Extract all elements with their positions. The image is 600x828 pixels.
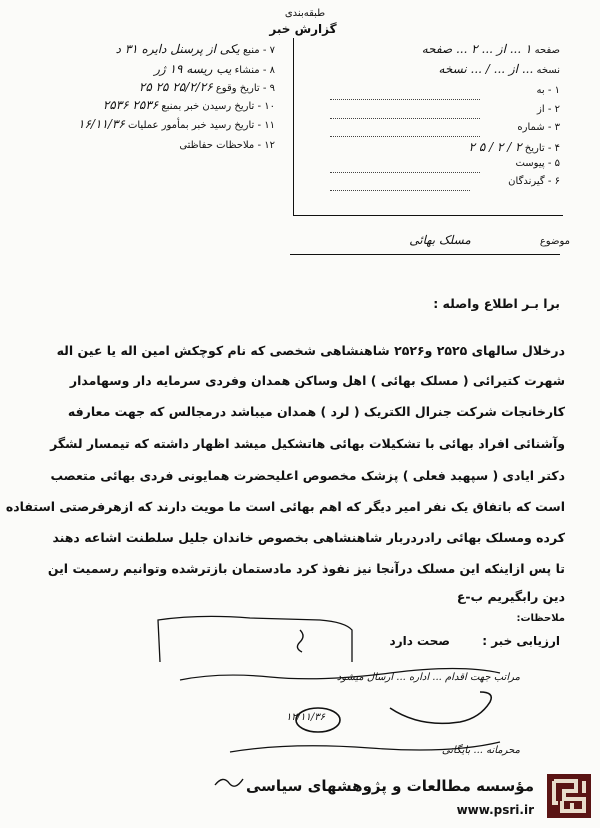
body-line: درخلال سالهای ۲۵۲۵ و۲۵۲۶ شاهنشاهی شخصی که نام کوچکش امین اله یا عین اله xyxy=(56,343,565,358)
handwritten-date: ۱۲/۱۱/۳۶ xyxy=(286,712,325,723)
field-to: ۱ - به xyxy=(536,85,560,96)
field-value: یکی از پرسنل دایره ۳۱ د xyxy=(115,42,240,56)
field-value: ۱۶/۱۱/۳۶ xyxy=(78,117,125,131)
field-value: یب ریسه ۱۹ ژر xyxy=(154,62,232,76)
report-title: گزارش خبر xyxy=(269,22,337,36)
subject-label: موضوع xyxy=(539,236,570,247)
institute-logo xyxy=(546,773,592,819)
classification-label: طبقه‌بندی xyxy=(284,8,326,19)
assessment-label: ارزیابی خبر : xyxy=(482,634,560,648)
watermark xyxy=(0,763,600,828)
field-from: ۲ - از xyxy=(537,104,560,115)
field-recipients: ۶ - گیرندگان xyxy=(508,176,560,187)
dotted-line xyxy=(330,136,480,137)
body-line: شهرت کتیرائی ( مسلک بهائی ) اهل وساکن همدان وفردی سرمایه دار وسهامدار xyxy=(69,373,565,388)
field-agent-date xyxy=(60,117,275,131)
field-label: ۱۱ - تاریخ رسید خبر بمأمور عملیات xyxy=(127,120,275,131)
field-value: ۲۵۳۶ ۲۵۳۶ xyxy=(102,98,159,112)
field-label: ۱۲ - ملاحظات حفاظتی xyxy=(179,140,275,151)
field-label: ۷ - منبع xyxy=(242,45,275,56)
field-value: ۱ ... از ... ۲ ... صفحه xyxy=(421,42,532,56)
institute-url: www.psri.ir xyxy=(456,803,534,817)
handwritten-note: مراتب جهت اقدام ... اداره ... ارسال میشود xyxy=(336,672,520,683)
field-value: ۲ / ۲ / ۵ ۲ xyxy=(468,140,522,154)
dotted-line xyxy=(330,99,480,100)
field-origin xyxy=(70,62,275,76)
field-value: ... از ... / ... نسخه xyxy=(438,62,534,76)
notes-label: ملاحظات: xyxy=(516,613,565,624)
field-label: ۴ - تاریخ xyxy=(524,143,560,154)
body-line: تا پس ازاینکه این مسلک درآنجا نیز نفوذ کرد مادستمان بازترشده وتوانیم رسمیت این xyxy=(47,561,565,576)
body-line: کرده ومسلک بهائی رادردربار شاهنشاهی بخصوص خاندان جلیل سلطنت اشاعه دهند xyxy=(52,530,565,545)
field-source xyxy=(70,42,275,56)
assessment-value: صحت دارد xyxy=(389,634,450,648)
field-page xyxy=(320,42,560,56)
body-line: دکتر ایادی ( سپهبد فعلی ) پزشک مخصوص اعلیحضرت همایونی فردی بهائی متعصب xyxy=(50,468,565,483)
field-copy xyxy=(320,62,560,76)
subject-rule xyxy=(290,254,560,255)
header-divider xyxy=(293,38,294,216)
field-security-notes xyxy=(60,137,275,151)
dotted-line xyxy=(330,172,480,173)
field-date xyxy=(400,140,560,154)
field-attachment: ۵ - پیوست xyxy=(515,158,560,169)
field-label: صفحه xyxy=(534,45,560,56)
field-received-date xyxy=(60,98,275,112)
field-label: ۱۰ - تاریخ رسیدن خبر بمنبع xyxy=(161,101,275,112)
handwritten-note: محرمانه ... بایگانی xyxy=(441,745,520,756)
body-line: کارخانجات شرکت جنرال الکتریک ( لرد ) همدان میباشد درمجالس که جهت معارفه xyxy=(67,404,565,419)
institute-name: مؤسسه مطالعات و پژوهشهای سیاسی xyxy=(245,777,534,795)
body-line: وآشنائی افراد بهائی با تشکیلات بهائی هاتشکیل میشد اظهار داشته که تیمسار لشگر xyxy=(50,436,565,451)
subject-value: مسلک بهائی xyxy=(409,233,471,247)
body-line: است که باتفاق یک نفر امیر دیگر که اهم بهائی است ما مویت دارند که ازهرفرصتی استفاده xyxy=(5,499,565,514)
field-value: ۲۵/۲/۲۶ ۲۵ ۲۵ xyxy=(138,80,213,94)
dotted-line xyxy=(330,190,470,191)
field-number: ۳ - شماره xyxy=(517,122,560,133)
dotted-line xyxy=(330,118,480,119)
salutation: برا بـر اطلاع واصله : xyxy=(433,296,560,311)
field-label: نسخه xyxy=(536,65,560,76)
field-occurrence-date xyxy=(70,80,275,94)
field-label: ۹ - تاریخ وقوع xyxy=(215,83,275,94)
field-label: ۸ - منشاء xyxy=(234,65,275,76)
body-line: دین رابگیریم ب-ع xyxy=(456,589,565,604)
header-rule xyxy=(293,215,563,216)
